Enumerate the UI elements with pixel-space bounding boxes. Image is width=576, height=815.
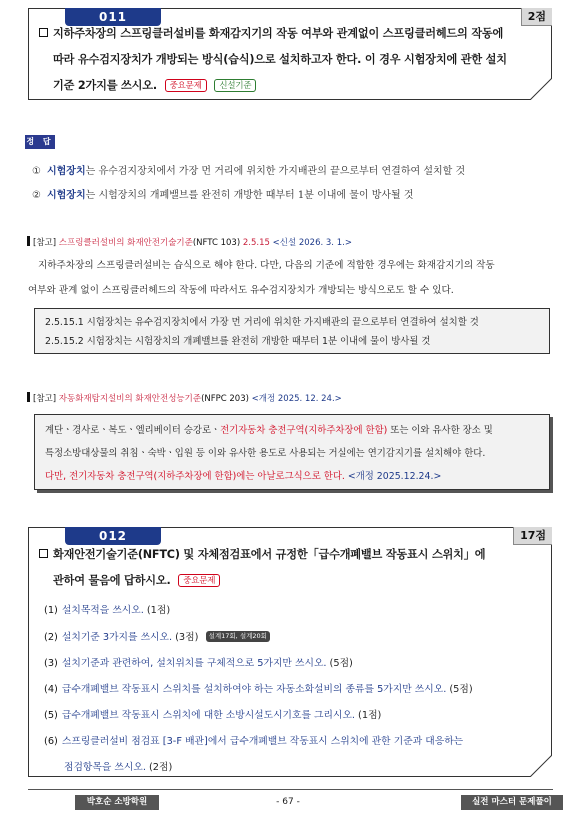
reference-1-paragraph: 지하주차장의 스프링클러설비는 습식으로 해야 한다. 다만, 다음의 기준에 적합한 경우에는 화재감지기의 작동 여부와 관계 없이 스프링클러헤드의 작동에 따라서도 유수검지장치가 개방되는 방식으로도 할 수 있다. (28, 260, 495, 296)
sub-question-5: (5) 급수개폐밸브 작동표시 스위치에 대한 소방시설도시기호를 그리시오. (1점) (44, 710, 382, 721)
footer-book-title: 실전 마스터 문제풀이 (461, 795, 563, 810)
page-curl-icon (530, 78, 552, 100)
reference-2-box-line-3: 다만, 전기자동차 충전구역(지하주차장에 한함)에는 아날로그식으로 한다. <개정 2025.12.24.> (45, 471, 442, 482)
sub-question-2: (2) 설치기준 3가지를 쓰시오. (3점) 설계17회, 설계20회 (44, 629, 270, 643)
footer-divider (28, 789, 553, 790)
new-standard-tag: 신설기준 (214, 79, 256, 92)
question-011-box (28, 8, 552, 100)
question-line-3: 기준 2가지를 쓰시오. 중요문제 신설기준 (39, 73, 541, 99)
reference-2-box-line-2: 특정소방대상물의 취침ㆍ숙박ㆍ입원 등 이와 유사한 용도로 사용되는 거실에는 연기감지기를 설치해야 한다. (45, 448, 486, 459)
important-tag: 중요문제 (178, 574, 220, 587)
reference-2-box-line-1: 계단ㆍ경사로ㆍ복도ㆍ엘리베이터 승강로ㆍ전기자동차 충전구역(지하주차장에 한함) 또는 이와 유사한 장소 및 (45, 425, 493, 436)
question-line-1: 화재안전기술기준(NFTC) 및 자체점검표에서 규정한「급수개폐밸브 작동표시 스위치」에 (39, 542, 541, 568)
question-line-2: 따라 유수검지장치가 개방되는 방식(습식)으로 설치하고자 한다. 이 경우 시험장치에 관한 설치 (53, 53, 507, 66)
answer-item-2: ② 시험장치는 시험장치의 개폐밸브를 완전히 개방한 때부터 1분 이내에 물이 방사될 것 (32, 190, 414, 201)
question-score: 2점 (521, 8, 552, 26)
question-score: 17점 (513, 527, 552, 545)
sub-question-6: (6) 스프링클러설비 점검표 [3-F 배관]에서 급수개폐밸브 작동표시 스위치에 관한 기준과 대응하는 (44, 736, 464, 747)
sub-question-3: (3) 설치기준과 관련하여, 설치위치를 구체적으로 5가지만 쓰시오. (5점) (44, 658, 353, 669)
answer-badge: 정 답 (25, 135, 55, 149)
sub-question-4: (4) 급수개폐밸브 작동표시 스위치를 설치하여야 하는 자동소화설비의 종류를 5가지만 쓰시오. (5점) (44, 684, 473, 695)
exam-history-tag: 설계17회, 설계20회 (206, 631, 270, 642)
question-number: 011 (65, 8, 161, 26)
sub-question-1: (1) 설치목적을 쓰시오. (1점) (44, 605, 171, 616)
question-line-2: 관하여 물음에 답하시오. 중요문제 (39, 568, 541, 594)
reference-1-box (34, 308, 550, 354)
heading-bar-icon (27, 236, 30, 246)
reference-2-box (34, 414, 550, 490)
page-number: - 67 - (276, 797, 300, 807)
sub-question-6-continued: 점검항목을 쓰시오. (2점) (64, 762, 173, 773)
reference-1-box-line-2: 2.5.15.2 시험장치는 시험장치의 개폐밸브를 완전히 개방한 때부터 1분 이내에 물이 방사될 것 (45, 336, 431, 347)
checkbox-square-icon (39, 549, 48, 558)
important-tag: 중요문제 (165, 79, 207, 92)
page-curl-icon (530, 755, 552, 777)
question-line-1: 지하주차장의 스프링클러설비를 화재감지기의 작동 여부와 관계없이 스프링클러헤드의 작동에 (39, 21, 541, 47)
checkbox-square-icon (39, 28, 48, 37)
question-number: 012 (65, 527, 161, 545)
reference-1-box-line-1: 2.5.15.1 시험장치는 유수검지장치에서 가장 먼 거리에 위치한 가지배관의 끝으로부터 연결하여 설치할 것 (45, 317, 479, 328)
reference-1-heading: [참고] 스프링클러설비의 화재안전기술기준(NFTC 103) 2.5.15 <신설 2026. 3. 1.> (27, 236, 352, 248)
answer-item-1: ① 시험장치는 유수검지장치에서 가장 먼 거리에 위치한 가지배관의 끝으로부터 연결하여 설치할 것 (32, 166, 466, 177)
heading-bar-icon (27, 392, 30, 402)
footer-publisher: 박호순 소방학원 (75, 795, 159, 810)
reference-2-heading: [참고] 자동화재탐지설비의 화재안전성능기준(NFPC 203) <개정 2025. 12. 24.> (27, 392, 342, 404)
